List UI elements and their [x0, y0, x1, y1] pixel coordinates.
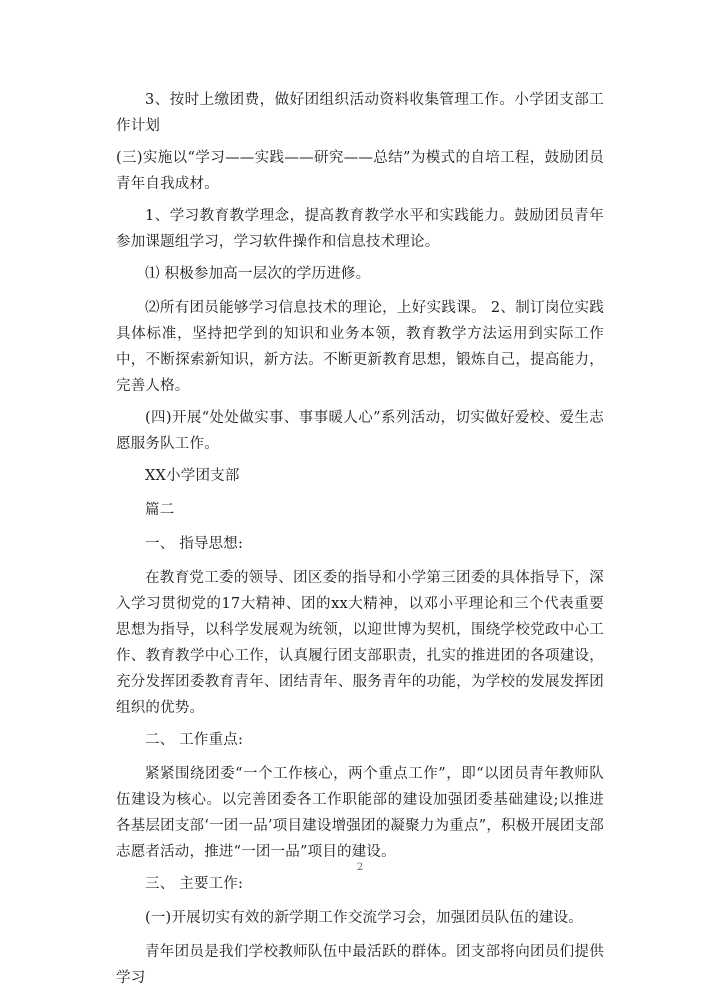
section-heading-part-two: 篇二 — [145, 502, 175, 518]
paragraph-3: 1、学习教育教学理念，提高教育教学水平和实践能力。鼓励团员青年参加课题组学习，学习软件操作和信息技术理论。 — [116, 208, 604, 250]
paragraph-6: (四)开展“处处做实事、事事暖人心”系列活动，切实做好爱校、爱生志愿服务队工作。 — [116, 410, 604, 452]
paragraph-4: ⑴ 积极参加高一层次的学历进修。 — [145, 266, 371, 282]
paragraph-2: (三)实施以“学习——实践——研究——总结”为模式的自培工程，鼓励团员青年自我成材。 — [116, 150, 604, 192]
paragraph-1: 3、按时上缴团费，做好团组织活动资料收集管理工作。小学团支部工作计划 — [116, 92, 604, 134]
paragraph-main-work-1: (一)开展切实有效的新学期工作交流学习会，加强团员队伍的建设。 — [145, 910, 584, 926]
heading-main-work: 三、 主要工作: — [145, 876, 244, 892]
heading-guiding-ideology: 一、 指导思想: — [145, 536, 244, 552]
paragraph-work-focus: 紧紧围绕团委“一个工作核心，两个重点工作”，即“以团员青年教师队伍建设为核心。以完善团委各工作职能部的建设加强团委基础建设;以推进各基层团支部‘一团一品’项目建设增强团的凝聚力为重点”，积极开展团支部志愿者活动，推进“一团一品”项目的建设。 — [116, 766, 604, 860]
paragraph-guiding-ideology: 在教育党工委的领导、团区委的指导和小学第三团委的具体指导下，深入学习贯彻党的17大精神、团的xx大精神，以邓小平理论和三个代表重要思想为指导，以科学发展观为统领，以迎世博为契机，围绕学校党政中心工作、教育教学中心工作，认真履行团支部职责，扎实的推进团的各项建设，充分发挥团委教育青年、团结青年、服务青年的功能，为学校的发展发挥团组织的优势。 — [116, 570, 604, 716]
signature-line: XX小学团支部 — [145, 468, 240, 484]
document-body — [116, 87, 604, 997]
paragraph-main-work-2: 青年团员是我们学校教师队伍中最活跃的群体。团支部将向团员们提供学习 — [116, 944, 604, 986]
heading-work-focus: 二、 工作重点: — [145, 732, 244, 748]
paragraph-5: ⑵所有团员能够学习信息技术的理论，上好实践课。 2、制订岗位实践具体标准，坚持把学到的知识和业务本领，教育教学方法运用到实际工作中，不断探索新知识，新方法。不断更新教育思想，锻炼自己，提高能力，完善人格。 — [116, 300, 604, 394]
page-number: 2 — [356, 862, 364, 873]
